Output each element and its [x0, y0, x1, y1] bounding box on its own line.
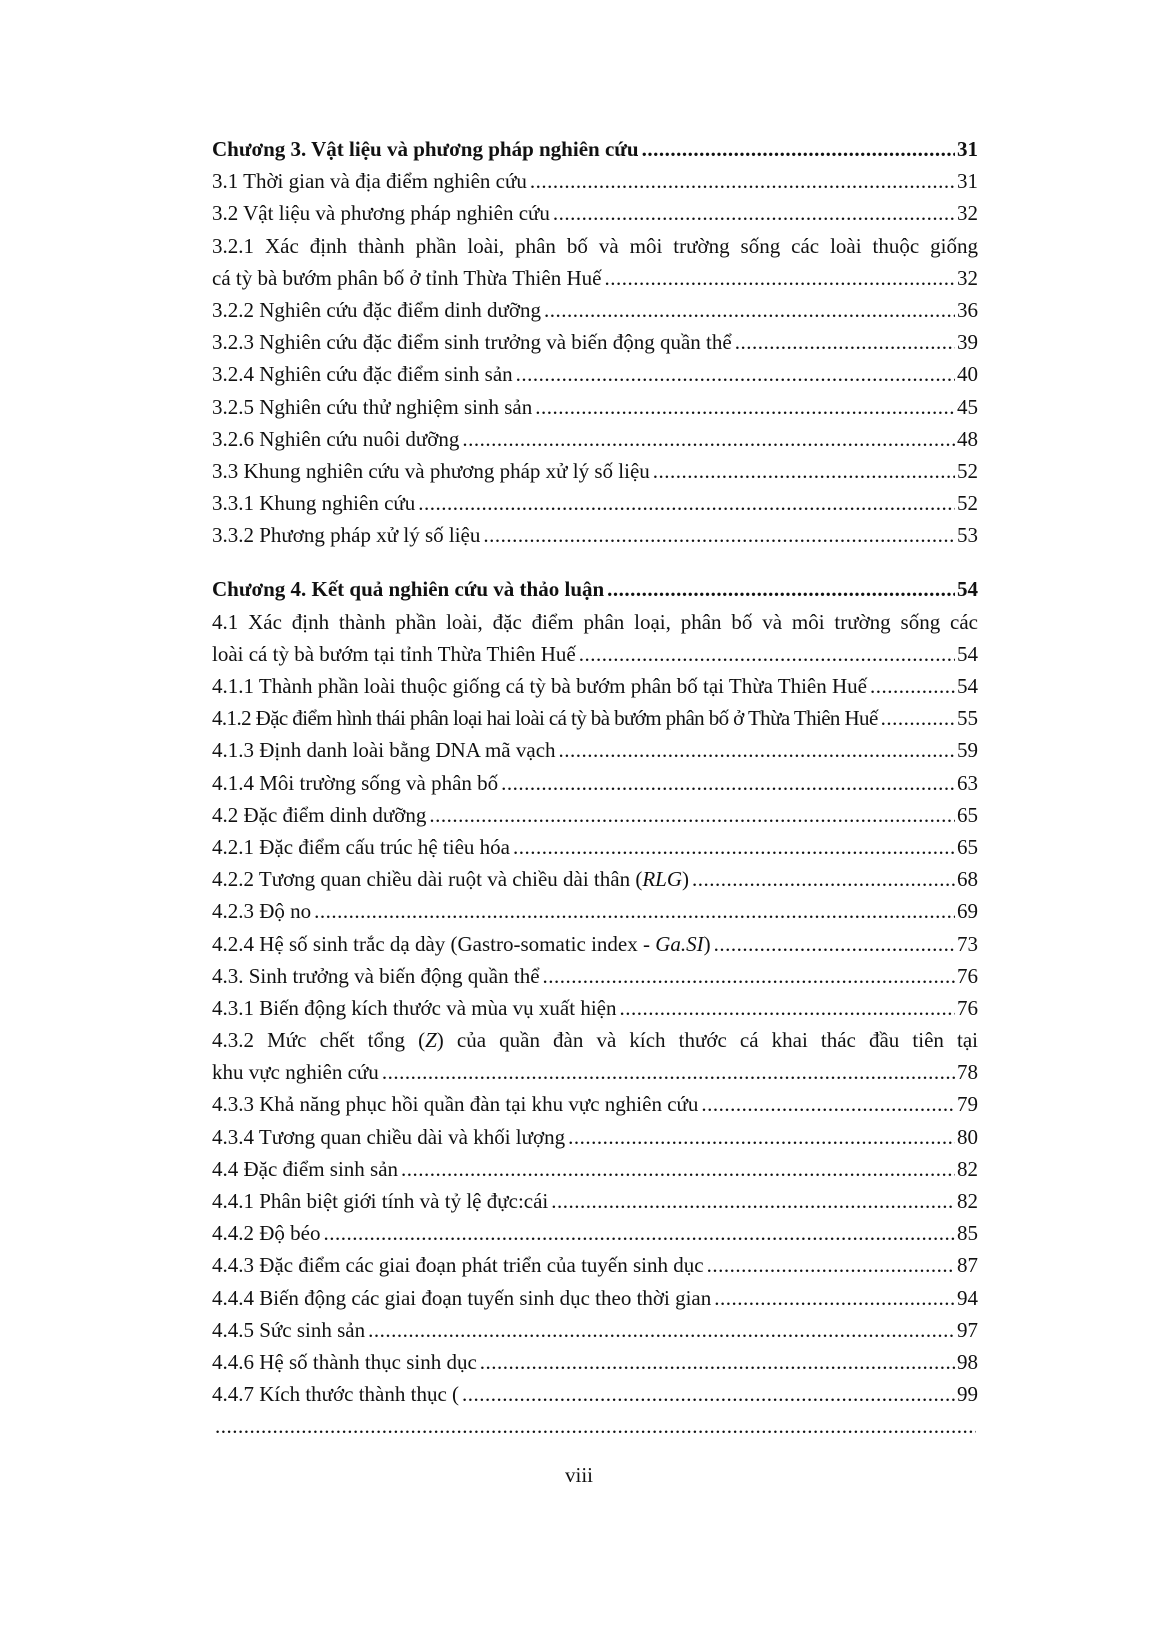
toc-entry-text-part: ): [682, 867, 690, 892]
toc-page-number: 31: [957, 137, 978, 161]
toc-page-number: 99: [957, 1382, 978, 1407]
toc-entry-text: 4.4.6 Hệ số thành thục sinh dục: [212, 1349, 477, 1374]
toc-page-number: 73: [957, 931, 978, 956]
toc-page-number: 97: [957, 1317, 978, 1342]
toc-leader-dots: [418, 487, 955, 519]
toc-leader-dots: [368, 1314, 955, 1346]
toc-leader-dots: [483, 519, 955, 551]
toc-page-number: 32: [957, 265, 978, 290]
toc-entry-text: [212, 1024, 978, 1056]
toc-entry-text: 3.3.2 Phương pháp xử lý số liệu: [212, 523, 481, 548]
toc-entry[interactable]: [212, 423, 978, 455]
toc-leader-dots: [870, 670, 955, 702]
toc-entry-text: 4.3.3 Khả năng phục hồi quần đàn tại khu vực nghiên cứu: [212, 1092, 699, 1117]
toc-entry[interactable]: [212, 638, 978, 670]
toc-entry-text-part: ) của quần đàn và kích thước cá khai thác đầu tiên tại: [436, 1028, 978, 1053]
toc-leader-dots: [607, 573, 955, 605]
toc-entry-text: 3.2.1 Xác định thành phần loài, phân bố và môi trường sống các loài thuộc giống: [212, 233, 978, 258]
toc-entry[interactable]: [212, 831, 978, 863]
toc-entry[interactable]: [212, 1121, 978, 1153]
toc-entry-text: 4.4.3 Đặc điểm các giai đoạn phát triển của tuyến sinh dục: [212, 1253, 704, 1278]
toc-leader-dots: [382, 1056, 955, 1088]
toc-entry[interactable]: [212, 670, 978, 702]
toc-entry[interactable]: [212, 992, 978, 1024]
toc-entry[interactable]: [212, 358, 978, 390]
toc-page-number: 65: [957, 834, 978, 859]
toc-leader-dots: [543, 960, 955, 992]
toc-entry-text: 4.3.1 Biến động kích thước và mùa vụ xuất hiện: [212, 995, 617, 1020]
toc-entry-wrapped-line[interactable]: [212, 1024, 978, 1056]
toc-entry-text: 4.1.3 Định danh loài bằng DNA mã vạch: [212, 738, 556, 763]
toc-heading-text: Chương 3. Vật liệu và phương pháp nghiên cứu: [212, 137, 639, 161]
toc-leader-dots: [551, 1185, 955, 1217]
toc-entry[interactable]: [212, 1249, 978, 1281]
toc-entry-text: [212, 863, 689, 895]
toc-entry-italic-term: Ga.SI: [655, 931, 704, 956]
toc-entry[interactable]: [212, 1185, 978, 1217]
toc-entry-text: khu vực nghiên cứu: [212, 1060, 379, 1085]
toc-page-number: 55: [957, 706, 978, 731]
toc-entry-text: 4.1.1 Thành phần loài thuộc giống cá tỳ bà bướm phân bố tại Thừa Thiên Huế: [212, 674, 867, 698]
toc-page-number: 36: [957, 297, 978, 322]
toc-leader-dots: [559, 734, 955, 766]
toc-page-number: 45: [957, 394, 978, 419]
toc-page-number: 80: [957, 1124, 978, 1149]
toc-leader-dots: [215, 1410, 976, 1442]
toc-entry[interactable]: [212, 391, 978, 423]
toc-leader-dots: [314, 895, 955, 927]
toc-entry[interactable]: [212, 734, 978, 766]
toc-page-number: 39: [957, 330, 978, 355]
toc-page-number: 52: [957, 491, 978, 516]
toc-entry[interactable]: [212, 165, 978, 197]
toc-page-number: 82: [957, 1189, 978, 1213]
toc-leader-dots: [429, 799, 955, 831]
toc-entry-text: 3.2.2 Nghiên cứu đặc điểm dinh dưỡng: [212, 297, 541, 322]
toc-page-number: 54: [957, 674, 978, 698]
toc-entry[interactable]: [212, 326, 978, 358]
toc-entry-text: 4.1.4 Môi trường sống và phân bố: [212, 770, 499, 795]
toc-leader-dots: [579, 638, 955, 670]
toc-page-number: 76: [957, 995, 978, 1020]
toc-entry[interactable]: [212, 863, 978, 895]
toc-leader-dots: [692, 863, 955, 895]
toc-leader-dots: [501, 767, 955, 799]
toc-entry-text: 4.4.7 Kích thước thành thục (: [212, 1382, 460, 1407]
toc-entry-text: 3.1 Thời gian và địa điểm nghiên cứu: [212, 169, 527, 194]
toc-entry[interactable]: [212, 960, 978, 992]
toc-leader-dots: [707, 1249, 955, 1281]
toc-entry-text: 4.4 Đặc điểm sinh sản: [212, 1156, 399, 1181]
toc-page-number: 79: [957, 1092, 978, 1117]
toc-entry[interactable]: [212, 1346, 978, 1378]
toc-entry-wrapped-line[interactable]: [212, 606, 978, 638]
toc-page-number: 40: [957, 362, 978, 387]
toc-page-number: 68: [957, 867, 978, 892]
toc-entry-text: 4.3. Sinh trưởng và biến động quần thể: [212, 963, 540, 988]
toc-leader-dots: [881, 702, 955, 734]
toc-page-number: 82: [957, 1156, 978, 1181]
toc-entry-text: loài cá tỳ bà bướm tại tỉnh Thừa Thiên Huế: [212, 641, 576, 666]
toc-entry[interactable]: [212, 1056, 978, 1088]
toc-page-number: 59: [957, 738, 978, 763]
toc-entry-text: 4.2.3 Độ no: [212, 899, 312, 924]
toc-entry[interactable]: [212, 1314, 978, 1346]
section-spacer: [212, 551, 978, 573]
toc-leader-dots: [735, 326, 955, 358]
toc-entry-text: 3.2.5 Nghiên cứu thử nghiệm sinh sản: [212, 394, 533, 419]
toc-entry-text: 3.2.4 Nghiên cứu đặc điểm sinh sản: [212, 362, 513, 387]
toc-chapter-heading[interactable]: [212, 573, 978, 605]
toc-entry[interactable]: [212, 262, 978, 294]
toc-page-number: 65: [957, 802, 978, 827]
toc-page-number: 32: [957, 201, 978, 226]
toc-leader-dots: [480, 1346, 955, 1378]
table-of-contents: [212, 133, 978, 1443]
toc-page-number: 48: [957, 426, 978, 451]
toc-page-number: 54: [957, 641, 978, 666]
toc-entry-italic-term: RLG: [642, 867, 683, 892]
toc-page-number: 76: [957, 963, 978, 988]
toc-entry-text: 3.3.1 Khung nghiên cứu: [212, 491, 416, 516]
toc-leader-dots: [701, 1088, 955, 1120]
toc-entry[interactable]: [212, 1410, 978, 1442]
toc-leader-dots: [714, 1282, 955, 1314]
toc-heading-text: Chương 4. Kết quả nghiên cứu và thảo luận: [212, 577, 605, 602]
toc-entry-text: 3.2.6 Nghiên cứu nuôi dưỡng: [212, 426, 460, 451]
toc-page-number: 52: [957, 458, 978, 483]
toc-entry[interactable]: [212, 702, 978, 734]
toc-entry-text-part: ): [703, 931, 711, 956]
toc-page-number: 87: [957, 1253, 978, 1278]
toc-leader-dots: [530, 165, 955, 197]
toc-entry-text: 4.4.2 Độ béo: [212, 1221, 321, 1246]
toc-leader-dots: [544, 294, 955, 326]
toc-entry-text: 4.4.4 Biến động các giai đoạn tuyến sinh dục theo thời gian: [212, 1285, 712, 1310]
toc-entry-text: 4.1.2 Đặc điểm hình thái phân loại hai loài cá tỳ bà bướm phân bố ở Thừa Thiên Huế: [212, 706, 878, 731]
toc-entry-text: 4.2.1 Đặc điểm cấu trúc hệ tiêu hóa: [212, 834, 510, 859]
toc-page-number: 53: [957, 523, 978, 548]
toc-entry[interactable]: [212, 197, 978, 229]
toc-entry-text-part: 4.2.2 Tương quan chiều dài ruột và chiều dài thân (: [212, 867, 643, 892]
toc-entry[interactable]: [212, 294, 978, 326]
toc-page-number: 54: [957, 577, 978, 602]
toc-entry-text: cá tỳ bà bướm phân bố ở tỉnh Thừa Thiên Huế: [212, 265, 602, 290]
toc-entry-text: 4.4.5 Sức sinh sản: [212, 1317, 366, 1342]
toc-entry-text-part: 4.2.4 Hệ số sinh trắc dạ dày (Gastro-somatic index -: [212, 931, 656, 956]
toc-page-number: 69: [957, 899, 978, 924]
toc-entry-text: [212, 928, 711, 960]
toc-entry-text: 3.2 Vật liệu và phương pháp nghiên cứu: [212, 201, 550, 226]
toc-entry-text: 4.4.1 Phân biệt giới tính và tỷ lệ đực:cái: [212, 1189, 549, 1213]
toc-entry-text: 4.2 Đặc điểm dinh dưỡng: [212, 802, 427, 827]
toc-entry-text-part: 4.3.2 Mức chết tổng (: [212, 1028, 426, 1053]
toc-leader-dots: [568, 1121, 955, 1153]
toc-entry[interactable]: [212, 455, 978, 487]
toc-leader-dots: [401, 1153, 955, 1185]
toc-leader-dots: [516, 358, 955, 390]
toc-entry[interactable]: [212, 1217, 978, 1249]
toc-leader-dots: [324, 1217, 956, 1249]
toc-entry[interactable]: [212, 1153, 978, 1185]
toc-leader-dots: [535, 391, 955, 423]
toc-page-number: 94: [957, 1285, 978, 1310]
toc-leader-dots: [642, 133, 955, 165]
toc-chapter-heading[interactable]: [212, 133, 978, 165]
toc-leader-dots: [513, 831, 955, 863]
toc-entry[interactable]: [212, 767, 978, 799]
toc-page-number: 78: [957, 1060, 978, 1085]
page-number-footer: viii: [564, 1463, 593, 1487]
toc-entry-italic-term: Z: [425, 1028, 437, 1053]
toc-leader-dots: [462, 423, 955, 455]
toc-entry-text: 3.3 Khung nghiên cứu và phương pháp xử lý số liệu: [212, 458, 650, 483]
toc-page-number: 63: [957, 770, 978, 795]
toc-entry[interactable]: [212, 519, 978, 551]
toc-entry-text: 4.1 Xác định thành phần loài, đặc điểm phân loại, phân bố và môi trường sống các: [212, 609, 978, 634]
toc-entry[interactable]: [212, 895, 978, 927]
toc-entry-wrapped-line[interactable]: [212, 230, 978, 262]
toc-entry[interactable]: [212, 1282, 978, 1314]
toc-entry[interactable]: [212, 1088, 978, 1120]
toc-entry-text: 4.3.4 Tương quan chiều dài và khối lượng: [212, 1124, 566, 1149]
toc-leader-dots: [553, 197, 955, 229]
toc-leader-dots: [653, 455, 955, 487]
toc-page-number: 31: [957, 169, 978, 194]
toc-leader-dots: [604, 262, 955, 294]
toc-page-number: 85: [957, 1221, 978, 1246]
toc-entry[interactable]: [212, 487, 978, 519]
toc-leader-dots: [620, 992, 956, 1024]
toc-leader-dots: [714, 928, 955, 960]
toc-entry-text: 3.2.3 Nghiên cứu đặc điểm sinh trưởng và biến động quần thể: [212, 330, 732, 355]
toc-entry[interactable]: [212, 1378, 978, 1410]
toc-entry[interactable]: [212, 928, 978, 960]
toc-leader-dots: [462, 1378, 955, 1410]
toc-page-number: 98: [957, 1349, 978, 1374]
toc-entry[interactable]: [212, 799, 978, 831]
